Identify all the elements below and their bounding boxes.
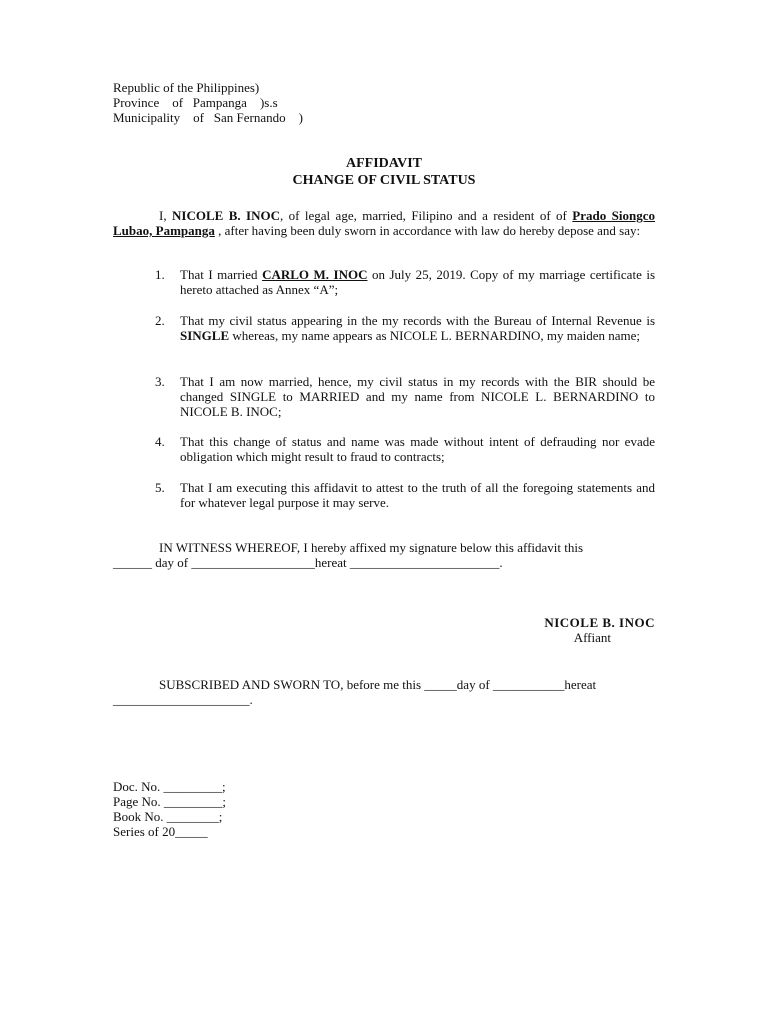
jurat-line-1: SUBSCRIBED AND SWORN TO, before me this _____day of ___________hereat bbox=[159, 677, 597, 692]
doc-no: Doc. No. _________; bbox=[113, 779, 226, 794]
notarial-register-block bbox=[113, 779, 226, 839]
item-text-pre: That my civil status appearing in the my records with the Bureau of Internal Revenue is bbox=[180, 313, 655, 328]
list-item bbox=[155, 480, 655, 510]
item-number: 1. bbox=[155, 267, 165, 282]
item-text bbox=[180, 313, 655, 343]
list-item bbox=[155, 313, 655, 343]
item-number: 2. bbox=[155, 313, 165, 328]
intro-paragraph bbox=[113, 208, 655, 238]
intro-pre: I, bbox=[159, 208, 172, 223]
witness-line-1: IN WITNESS WHEREOF, I hereby affixed my signature below this affidavit this bbox=[159, 540, 584, 555]
item-text-pre: That I married bbox=[180, 267, 263, 282]
affiant-label: Affiant bbox=[573, 630, 611, 645]
venue-block bbox=[113, 80, 303, 125]
item-text-post: whereas, my name appears as NICOLE L. BERNARDINO, my maiden name; bbox=[229, 328, 640, 343]
item-text bbox=[180, 267, 655, 297]
affiant-name: NICOLE B. INOC bbox=[544, 615, 655, 630]
witness-line-2: ______ day of ___________________hereat _______________________. bbox=[113, 555, 503, 570]
intro-post: , after having been duly sworn in accordance with law do hereby depose and say: bbox=[214, 223, 641, 238]
item-number: 5. bbox=[155, 480, 165, 495]
item-text: That I am now married, hence, my civil status in my records with the BIR should be changed SINGLE to MARRIED and my name from NICOLE L. BERNARDINO to NICOLE B. INOC; bbox=[180, 374, 655, 419]
list-item bbox=[155, 267, 655, 297]
item-text-post: on July 25, 2019. Copy of my marriage certificate is hereto attached as Annex “A”; bbox=[180, 267, 655, 297]
item-number: 3. bbox=[155, 374, 165, 389]
witness-paragraph bbox=[113, 540, 655, 570]
spouse-name: CARLO M. INOC bbox=[262, 267, 368, 282]
jurat-line-2: _____________________. bbox=[113, 692, 253, 707]
page-no: Page No. _________; bbox=[113, 794, 227, 809]
series-of: Series of 20_____ bbox=[113, 824, 208, 839]
venue-municipality: Municipality of San Fernando ) bbox=[113, 110, 303, 125]
list-item bbox=[155, 374, 655, 419]
affiant-name-inline: NICOLE B. INOC bbox=[172, 208, 280, 223]
residence-address: Prado Siongco Lubao, Pampanga bbox=[113, 208, 655, 238]
jurat-paragraph bbox=[113, 677, 655, 707]
item-text: That this change of status and name was made without intent of defrauding nor evade obligation which might result to fraud to contracts; bbox=[180, 434, 655, 464]
venue-province: Province of Pampanga )s.s bbox=[113, 95, 278, 110]
affiant-signature-block bbox=[544, 615, 655, 645]
list-item bbox=[155, 434, 655, 464]
book-no: Book No. ________; bbox=[113, 809, 223, 824]
document-subtitle: CHANGE OF CIVIL STATUS bbox=[292, 173, 476, 188]
item-number: 4. bbox=[155, 434, 165, 449]
document-title: AFFIDAVIT bbox=[346, 156, 422, 171]
intro-mid: , of legal age, married, Filipino and a resident of of bbox=[279, 208, 573, 223]
civil-status-single: SINGLE bbox=[180, 328, 230, 343]
item-text: That I am executing this affidavit to attest to the truth of all the foregoing statements and for whatever legal purpose it may serve. bbox=[180, 480, 655, 510]
venue-republic: Republic of the Philippines) bbox=[113, 80, 260, 95]
